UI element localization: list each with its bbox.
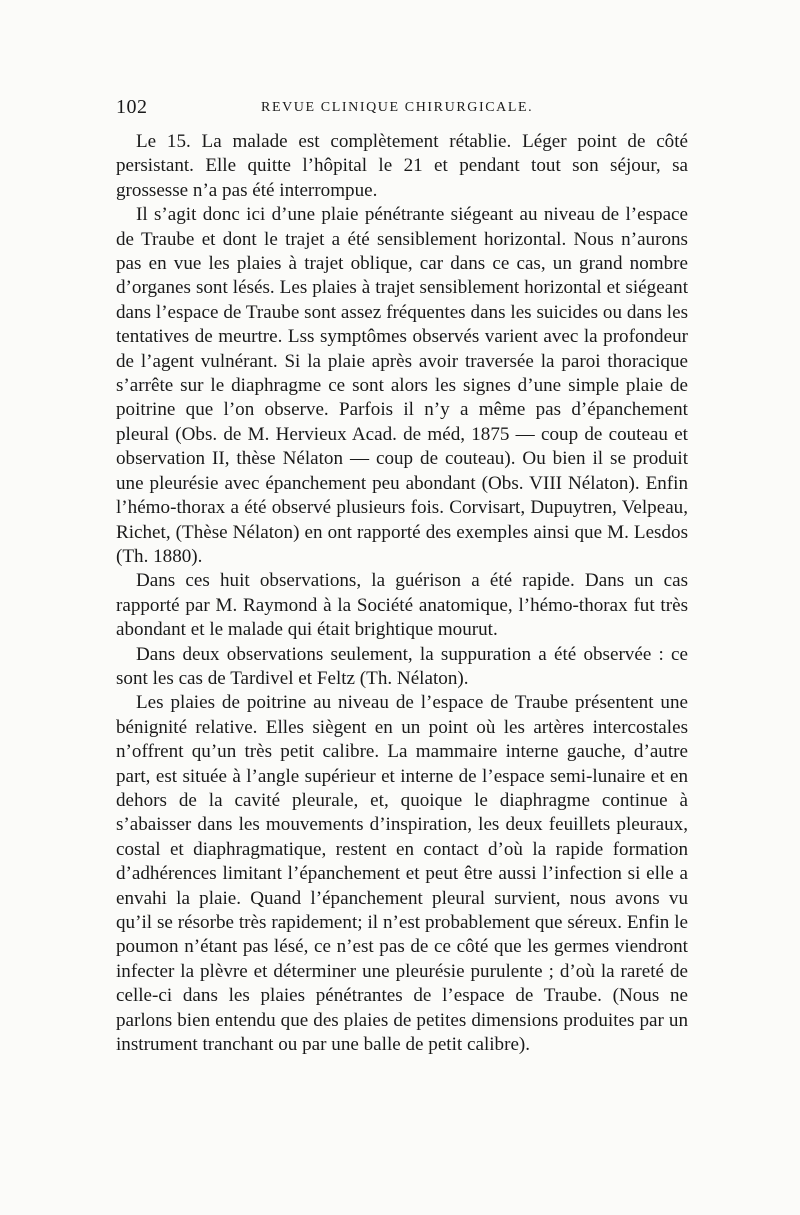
running-title: REVUE CLINIQUE CHIRURGICALE.	[261, 100, 534, 115]
paragraph-observations: Dans ces huit observations, la guérison a été rapide. Dans un cas rapporté par M. Raymond à la Société anatomique, l’hémo-thorax fut très abondant et le malade qui était brightique mourut.	[116, 570, 688, 641]
page-number: 102	[116, 96, 148, 118]
page-header	[116, 96, 696, 126]
paragraph-benignity: Les plaies de poitrine au niveau de l’espace de Traube présentent une bénignité relative. Elles siègent en un point où les artères intercostales n’offrent qu’un très petit calibre. La mammaire interne gauche, d’autre part, est située à l’angle supérieur et interne de l’espace semi-lunaire et en dehors de la cavité pleurale, et, quoique le diaphragme continue à s’abaisser dans les mouvements d’inspiration, les deux feuillets pleuraux, costal et diaphragmatique, restent en contact d’où la rapide formation d’adhérences limitant l’épanchement et peut être aussi l’infection si elle a envahi la plaie. Quand l’épanchement pleural survient, nous avons vu qu’il se résorbe très rapidement; il n’est probablement que séreux. Enfin le poumon n’étant pas lésé, ce n’est pas de ce côté que les germes viendront infecter la plèvre et déterminer une pleurésie purulente ; d’où la rareté de celle-ci dans les plaies pénétrantes de l’espace de Traube. (Nous ne parlons bien entendu que des plaies de petites dimensions produites par un instrument tranchant ou par une balle de petit calibre).	[116, 692, 688, 1056]
paragraph-wound-description: Il s’agit donc ici d’une plaie pénétrante siégeant au niveau de l’espace de Traube et dont le trajet a été sensiblement horizontal. Nous n’aurons pas en vue les plaies à trajet oblique, car dans ce cas, un grand nombre d’organes sont lésés. Les plaies à trajet sensiblement horizontal et siégeant dans l’espace de Traube sont assez fréquentes dans les suicides ou dans les tentatives de meurtre. Lss symptômes observés varient avec la profondeur de l’agent vulnérant. Si la plaie après avoir traversée la paroi thoracique s’arrête sur le diaphragme ce sont alors les signes d’une simple plaie de poitrine que l’on observe. Parfois il n’y a même pas d’épanchement pleural (Obs. de M. Hervieux Acad. de méd, 1875 — coup de couteau et observation II, thèse Nélaton — coup de couteau). Ou bien il se produit une pleurésie avec épanchement peu abondant (Obs. VIII Nélaton). Enfin l’hémo-thorax a été observé plusieurs fois. Corvisart, Dupuytren, Velpeau, Richet, (Thèse Nélaton) en ont rapporté des exemples ainsi que M. Lesdos (Th. 1880).	[116, 204, 688, 567]
body-text	[116, 130, 688, 1057]
paragraph-suppuration: Dans deux observations seulement, la suppuration a été observée : ce sont les cas de Tardivel et Feltz (Th. Nélaton).	[116, 643, 688, 689]
paragraph-recovery: Le 15. La malade est complètement rétablie. Léger point de côté persistant. Elle quitte l’hôpital le 21 et pendant tout son séjour, sa grossesse n’a pas été interrompue.	[116, 131, 688, 201]
